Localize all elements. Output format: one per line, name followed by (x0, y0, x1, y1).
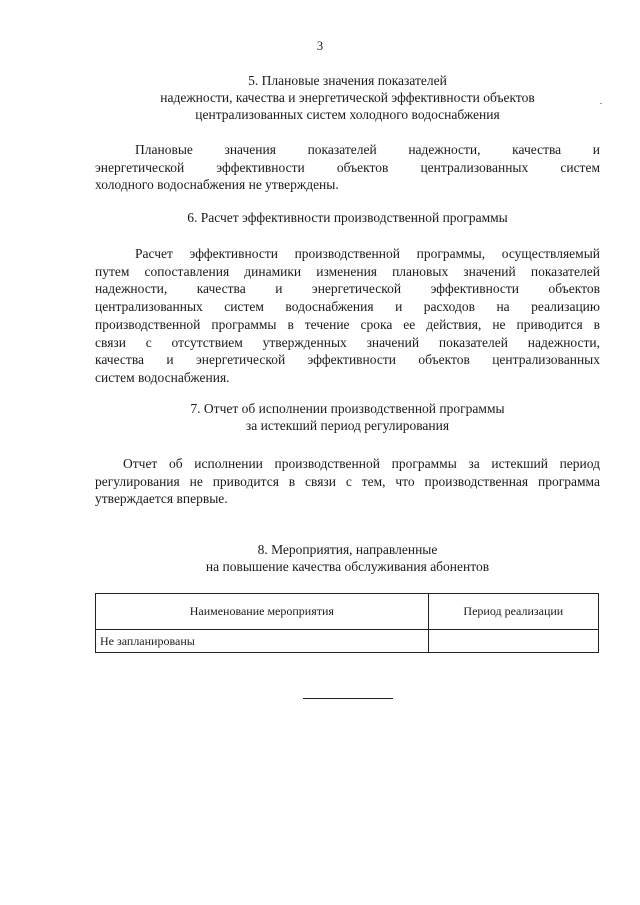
table-cell-measure-name: Не запланированы (96, 630, 429, 653)
paragraph-line: Плановые значения показателей надежности, качества и (135, 142, 600, 157)
table-header-row (96, 594, 599, 630)
section-7-heading-line: за истекший период регулирования (245, 418, 450, 433)
paragraph-line: регулирования не приводится в связи с тем, что производственная программа (95, 473, 600, 489)
section-6-paragraph (95, 245, 600, 387)
paragraph-line: связи с отсутствием утвержденных значений показателей надежности, (95, 334, 600, 350)
column-header-period: Период реализации (428, 594, 598, 630)
paragraph-line: энергетической эффективности объектов централизованных систем (95, 159, 600, 175)
section-6-heading (95, 209, 600, 226)
section-8-heading-line: на повышение качества обслуживания абонентов (205, 559, 490, 574)
paragraph-line: централизованных систем водоснабжения и расходов на реализацию (95, 299, 600, 315)
page-number: 3 (316, 39, 324, 53)
table-cell-period (428, 630, 598, 653)
section-5-heading-line: 5. Плановые значения показателей (248, 73, 447, 88)
paragraph-line: утверждается впервые. (95, 491, 228, 507)
section-5-heading-line: централизованных систем холодного водоснабжения (195, 107, 500, 122)
section-7-heading (95, 400, 600, 434)
column-header-measure-name: Наименование мероприятия (96, 594, 429, 630)
measures-table (95, 593, 599, 653)
paragraph-line: Отчет об исполнении производственной программы за истекший период (123, 456, 600, 471)
section-6-heading-line: 6. Расчет эффективности производственной программы (187, 210, 508, 225)
section-8-heading (95, 541, 600, 575)
paragraph-line: надежности, качества и энергетической эффективности объектов (95, 281, 600, 297)
paragraph-line: качества и энергетической эффективности объектов централизованных (95, 352, 600, 368)
section-5-paragraph (95, 141, 600, 194)
section-5-heading-line: надежности, качества и энергетической эффективности объектов (160, 90, 535, 105)
end-divider-line (303, 698, 393, 699)
table-row (96, 630, 599, 653)
section-8-heading-line: 8. Мероприятия, направленные (257, 542, 438, 557)
paragraph-line: систем водоснабжения. (95, 369, 230, 385)
scan-speck (600, 103, 602, 104)
paragraph-line: холодного водоснабжения не утверждены. (95, 177, 339, 193)
section-5-heading (95, 72, 600, 123)
paragraph-line: путем сопоставления динамики изменения плановых значений показателей (95, 263, 600, 279)
paragraph-line: производственной программы в течение срока ее действия, не приводится в (95, 316, 600, 332)
paragraph-line: Расчет эффективности производственной программы, осуществляемый (135, 246, 600, 261)
section-7-heading-line: 7. Отчет об исполнении производственной программы (190, 401, 505, 416)
section-7-paragraph (95, 455, 600, 508)
